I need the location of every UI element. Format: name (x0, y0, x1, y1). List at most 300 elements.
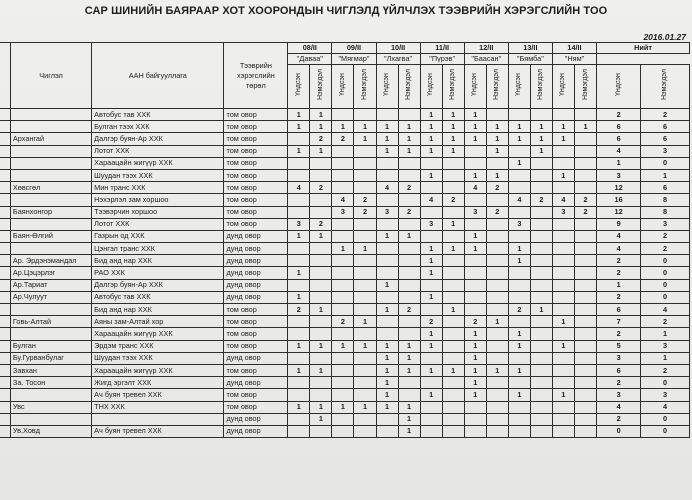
cell-no (0, 377, 10, 389)
cell-count (464, 279, 486, 291)
cell-count (486, 304, 508, 316)
cell-count: 1 (398, 230, 420, 242)
cell-count (376, 328, 398, 340)
cell-count: 2 (310, 182, 332, 194)
header-extra (398, 65, 420, 109)
header-extra (354, 65, 376, 109)
cell-count: 1 (420, 255, 442, 267)
cell-count (552, 352, 574, 364)
cell-count: 1 (442, 364, 464, 376)
cell-count (508, 291, 530, 303)
header-day-name: "Ням" (552, 54, 596, 65)
cell-no (0, 291, 10, 303)
cell-count: 1 (310, 340, 332, 352)
cell-count: 1 (376, 389, 398, 401)
cell-count: 1 (420, 291, 442, 303)
cell-count (530, 340, 552, 352)
cell-count (530, 182, 552, 194)
cell-count (442, 352, 464, 364)
cell-count (574, 316, 596, 328)
cell-count (530, 243, 552, 255)
cell-count (332, 425, 354, 437)
cell-total: 0 (641, 279, 690, 291)
cell-no (0, 340, 10, 352)
cell-no (0, 182, 10, 194)
cell-count (442, 157, 464, 169)
table-row (0, 352, 690, 364)
cell-count: 4 (376, 182, 398, 194)
cell-vehicle-type: том овор (224, 340, 288, 352)
cell-count (332, 145, 354, 157)
cell-count (508, 109, 530, 121)
cell-company: Булган тээх ХХК (92, 121, 224, 133)
cell-company: Хараацайн жигүүр ХХК (92, 328, 224, 340)
cell-count: 1 (442, 121, 464, 133)
cell-vehicle-type: том овор (224, 182, 288, 194)
cell-company: Ач буян тревел ХХК (92, 425, 224, 437)
trips-table (0, 42, 690, 438)
cell-count (442, 291, 464, 303)
cell-total: 0 (641, 255, 690, 267)
cell-company: Газрын од ХХК (92, 230, 224, 242)
cell-count (332, 255, 354, 267)
cell-direction: Ар.Тариат (10, 279, 91, 291)
header-day-name: "Баасан" (464, 54, 508, 65)
cell-count (442, 206, 464, 218)
cell-count (464, 255, 486, 267)
cell-count: 2 (288, 304, 310, 316)
cell-count (530, 169, 552, 181)
table-row (0, 401, 690, 413)
cell-count (288, 194, 310, 206)
header-direction: Чиглэл (10, 43, 91, 109)
cell-no (0, 218, 10, 230)
cell-count: 1 (398, 133, 420, 145)
cell-count (552, 157, 574, 169)
cell-count: 3 (508, 218, 530, 230)
cell-count (288, 255, 310, 267)
header-planned (552, 65, 574, 109)
cell-total: 8 (641, 194, 690, 206)
cell-count: 1 (376, 121, 398, 133)
cell-count (288, 316, 310, 328)
cell-count: 1 (288, 121, 310, 133)
cell-total: 4 (597, 401, 641, 413)
cell-count (508, 230, 530, 242)
cell-count (552, 328, 574, 340)
header-extra-label: Нэмэгдэл (537, 69, 545, 101)
cell-count: 1 (442, 109, 464, 121)
cell-count (530, 255, 552, 267)
cell-company: Эрдэм транс ХХК (92, 340, 224, 352)
header-planned-label: Үндсэн (427, 73, 435, 97)
cell-direction: Ар. Эрдэнэмандал (10, 255, 91, 267)
cell-count (574, 291, 596, 303)
cell-total: 2 (597, 328, 641, 340)
cell-count: 2 (530, 194, 552, 206)
cell-count (354, 389, 376, 401)
cell-total: 12 (597, 206, 641, 218)
cell-count: 4 (332, 194, 354, 206)
cell-count: 1 (508, 389, 530, 401)
cell-total: 3 (597, 352, 641, 364)
cell-count (464, 194, 486, 206)
cell-total: 1 (597, 279, 641, 291)
table-row (0, 182, 690, 194)
header-vehicle-type: Тээврийн хэрэгслийн төрөл (224, 43, 288, 109)
cell-count (332, 267, 354, 279)
cell-count: 1 (310, 109, 332, 121)
cell-count (442, 328, 464, 340)
document-date: 2016.01.27 (643, 32, 686, 42)
header-extra (641, 65, 690, 109)
cell-count (310, 316, 332, 328)
cell-count: 1 (574, 121, 596, 133)
table-row (0, 243, 690, 255)
cell-no (0, 194, 10, 206)
cell-count (420, 230, 442, 242)
cell-count: 1 (420, 267, 442, 279)
cell-company: Далгэр буян-Ар ХХК (92, 133, 224, 145)
cell-total: 2 (641, 243, 690, 255)
cell-vehicle-type: дунд овор (224, 267, 288, 279)
cell-count (354, 413, 376, 425)
header-no (0, 43, 10, 109)
cell-total: 2 (641, 364, 690, 376)
cell-count: 1 (288, 230, 310, 242)
table-row (0, 206, 690, 218)
cell-vehicle-type: том овор (224, 401, 288, 413)
cell-count: 1 (288, 401, 310, 413)
cell-company: Далгэр буян-Ар ХХК (92, 279, 224, 291)
cell-count (332, 291, 354, 303)
cell-count: 1 (354, 316, 376, 328)
cell-count (530, 291, 552, 303)
cell-count: 1 (464, 389, 486, 401)
cell-count (552, 279, 574, 291)
cell-count (530, 425, 552, 437)
cell-total: 2 (597, 255, 641, 267)
table-row (0, 279, 690, 291)
cell-total: 6 (597, 133, 641, 145)
cell-count: 2 (398, 182, 420, 194)
cell-total: 8 (641, 206, 690, 218)
cell-count (332, 230, 354, 242)
cell-vehicle-type: том овор (224, 389, 288, 401)
cell-count (398, 194, 420, 206)
cell-total: 2 (597, 413, 641, 425)
cell-company: Автобус тав ХХК (92, 291, 224, 303)
cell-company: Шуудан тээх ХХК (92, 169, 224, 181)
cell-count: 1 (376, 352, 398, 364)
cell-count: 1 (420, 364, 442, 376)
cell-count: 1 (530, 133, 552, 145)
cell-total: 0 (597, 425, 641, 437)
table-row (0, 194, 690, 206)
cell-no (0, 145, 10, 157)
cell-count: 2 (486, 206, 508, 218)
cell-direction: За. Тосон (10, 377, 91, 389)
cell-count (486, 218, 508, 230)
header-extra (530, 65, 552, 109)
cell-count (530, 352, 552, 364)
cell-total: 4 (597, 145, 641, 157)
cell-count: 3 (288, 218, 310, 230)
cell-count (464, 304, 486, 316)
cell-count: 1 (376, 145, 398, 157)
cell-count (354, 291, 376, 303)
cell-company (92, 413, 224, 425)
cell-vehicle-type: дунд овор (224, 243, 288, 255)
cell-total: 6 (641, 182, 690, 194)
cell-company: Жигд эргэлт ХХК (92, 377, 224, 389)
cell-no (0, 109, 10, 121)
cell-count (442, 279, 464, 291)
cell-count (552, 304, 574, 316)
cell-count (552, 413, 574, 425)
cell-count (530, 230, 552, 242)
cell-no (0, 328, 10, 340)
cell-count (354, 267, 376, 279)
cell-count: 1 (376, 377, 398, 389)
cell-no (0, 304, 10, 316)
cell-count: 1 (464, 230, 486, 242)
cell-company: Аяны зам-Алтай хор (92, 316, 224, 328)
table-row (0, 377, 690, 389)
cell-count: 1 (376, 401, 398, 413)
header-day-name: "Лхагва" (376, 54, 420, 65)
table-row (0, 413, 690, 425)
cell-count (310, 206, 332, 218)
cell-vehicle-type: том овор (224, 194, 288, 206)
header-extra-label: Нэмэгдэл (316, 69, 324, 101)
cell-count (464, 218, 486, 230)
cell-count (442, 401, 464, 413)
cell-direction (10, 194, 91, 206)
cell-count (574, 425, 596, 437)
header-company: ААН байгууллага (92, 43, 224, 109)
header-planned-label: Үндсэн (515, 73, 523, 97)
header-extra (486, 65, 508, 109)
cell-count: 1 (420, 121, 442, 133)
cell-total: 4 (597, 243, 641, 255)
cell-count: 1 (288, 291, 310, 303)
cell-total: 3 (641, 218, 690, 230)
cell-count: 1 (530, 145, 552, 157)
cell-count: 2 (354, 206, 376, 218)
cell-count: 1 (398, 121, 420, 133)
cell-count (310, 169, 332, 181)
cell-count (530, 401, 552, 413)
cell-count (332, 364, 354, 376)
cell-count (442, 389, 464, 401)
cell-vehicle-type: дунд овор (224, 413, 288, 425)
cell-count (398, 243, 420, 255)
cell-count: 2 (574, 206, 596, 218)
cell-count (420, 352, 442, 364)
header-day-name: "Пүрэв" (420, 54, 464, 65)
cell-no (0, 401, 10, 413)
cell-company: Тээвэрчин хоршоо (92, 206, 224, 218)
cell-count (288, 243, 310, 255)
cell-count (310, 255, 332, 267)
cell-count (332, 304, 354, 316)
cell-count (574, 133, 596, 145)
cell-count: 4 (420, 194, 442, 206)
cell-count: 1 (310, 304, 332, 316)
cell-count: 2 (310, 218, 332, 230)
cell-vehicle-type: том овор (224, 109, 288, 121)
cell-count (354, 425, 376, 437)
cell-count: 1 (354, 340, 376, 352)
cell-vehicle-type: дунд овор (224, 255, 288, 267)
cell-count (398, 218, 420, 230)
header-planned-label: Үндсэн (471, 73, 479, 97)
cell-count: 1 (552, 133, 574, 145)
cell-count: 1 (530, 121, 552, 133)
cell-count (376, 218, 398, 230)
cell-count: 1 (508, 243, 530, 255)
cell-count: 1 (310, 401, 332, 413)
cell-count (552, 291, 574, 303)
cell-count (530, 218, 552, 230)
cell-count (552, 364, 574, 376)
cell-direction: Баян-Өлгий (10, 230, 91, 242)
cell-count (420, 377, 442, 389)
cell-count (354, 304, 376, 316)
cell-count (310, 194, 332, 206)
cell-vehicle-type: дунд овор (224, 279, 288, 291)
cell-count (398, 169, 420, 181)
cell-count (332, 182, 354, 194)
cell-count (354, 364, 376, 376)
cell-direction: Ув.Ховд (10, 425, 91, 437)
cell-count: 3 (464, 206, 486, 218)
cell-no (0, 255, 10, 267)
cell-count (508, 413, 530, 425)
cell-direction (10, 145, 91, 157)
cell-count (398, 328, 420, 340)
cell-no (0, 352, 10, 364)
cell-count: 1 (442, 133, 464, 145)
cell-count: 1 (508, 133, 530, 145)
cell-direction (10, 304, 91, 316)
cell-count: 1 (288, 109, 310, 121)
cell-vehicle-type: дунд овор (224, 425, 288, 437)
cell-count (530, 109, 552, 121)
cell-count (486, 194, 508, 206)
cell-count (288, 413, 310, 425)
cell-total: 0 (641, 157, 690, 169)
cell-count: 1 (376, 340, 398, 352)
cell-vehicle-type: том овор (224, 364, 288, 376)
cell-count (332, 218, 354, 230)
cell-total: 6 (641, 133, 690, 145)
cell-count (398, 255, 420, 267)
cell-count (574, 243, 596, 255)
cell-count: 1 (420, 328, 442, 340)
cell-company: Бид анд нар ХХК (92, 304, 224, 316)
cell-total: 1 (641, 169, 690, 181)
cell-count (398, 377, 420, 389)
cell-direction (10, 169, 91, 181)
cell-count (486, 340, 508, 352)
cell-count (508, 145, 530, 157)
cell-direction (10, 243, 91, 255)
cell-count (354, 182, 376, 194)
cell-vehicle-type: дунд овор (224, 377, 288, 389)
cell-count: 1 (552, 340, 574, 352)
cell-count (354, 279, 376, 291)
cell-total: 3 (597, 169, 641, 181)
cell-count: 1 (464, 364, 486, 376)
cell-count: 1 (442, 145, 464, 157)
header-planned-label: Үндсэн (383, 73, 391, 97)
header-planned (508, 65, 530, 109)
cell-count (310, 279, 332, 291)
cell-direction (10, 328, 91, 340)
cell-count (310, 425, 332, 437)
cell-count: 1 (376, 304, 398, 316)
cell-count (508, 425, 530, 437)
cell-total: 6 (597, 304, 641, 316)
cell-count (464, 157, 486, 169)
cell-count (486, 230, 508, 242)
cell-count (486, 377, 508, 389)
cell-count (508, 279, 530, 291)
cell-vehicle-type: том овор (224, 145, 288, 157)
header-planned (597, 65, 641, 109)
cell-no (0, 230, 10, 242)
document-title: САР ШИНИЙН БАЯРААР ХОТ ХООРОНДЫН ЧИГЛЭЛД ҮЙЛЧЛЭХ ТЭЭВРИЙН ХЭРЭГСЛИЙН ТОО (84, 5, 608, 17)
cell-count (574, 230, 596, 242)
header-planned-label: Үндсэн (559, 73, 567, 97)
cell-count (442, 340, 464, 352)
cell-total: 1 (641, 328, 690, 340)
cell-count (354, 145, 376, 157)
cell-count (486, 413, 508, 425)
cell-no (0, 206, 10, 218)
cell-count (398, 316, 420, 328)
cell-count (464, 413, 486, 425)
header-extra-label: Нэмэгдэл (449, 69, 457, 101)
table-row (0, 109, 690, 121)
cell-count (530, 328, 552, 340)
cell-total: 0 (641, 377, 690, 389)
cell-count (486, 328, 508, 340)
cell-total: 3 (641, 340, 690, 352)
cell-count (398, 279, 420, 291)
table-row (0, 389, 690, 401)
cell-count (552, 218, 574, 230)
cell-count: 4 (552, 194, 574, 206)
cell-count (442, 182, 464, 194)
cell-count (552, 243, 574, 255)
cell-direction (10, 218, 91, 230)
cell-count (530, 316, 552, 328)
header-planned-label: Үндсэн (614, 73, 622, 97)
cell-no (0, 413, 10, 425)
header-planned-label: Үндсэн (294, 73, 302, 97)
cell-count: 2 (464, 316, 486, 328)
cell-count: 4 (288, 182, 310, 194)
cell-direction: Бу.Гурванбулаг (10, 352, 91, 364)
cell-count (288, 328, 310, 340)
cell-count: 1 (376, 279, 398, 291)
cell-count (288, 206, 310, 218)
cell-direction: Хөвсгөл (10, 182, 91, 194)
cell-count: 1 (288, 145, 310, 157)
